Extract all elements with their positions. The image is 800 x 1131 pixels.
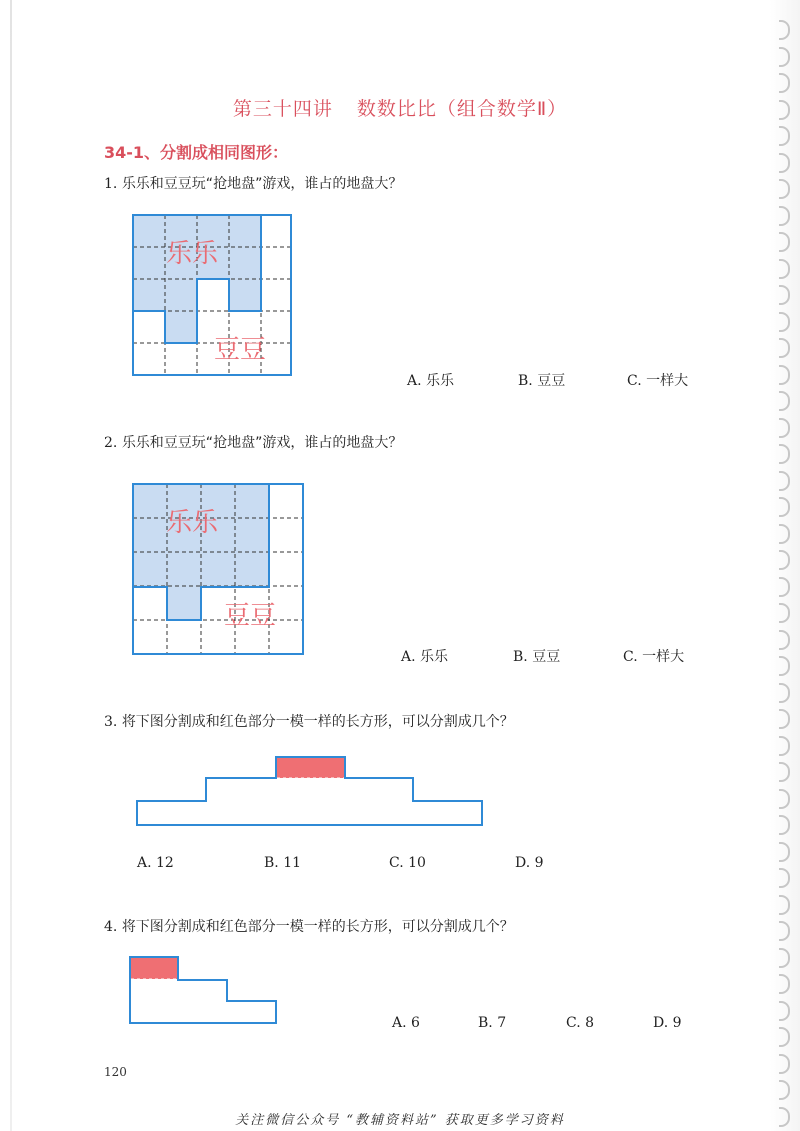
question-number: 4. <box>104 919 118 935</box>
lecture-number: 第三十四讲 <box>232 98 333 120</box>
q4-option-c[interactable]: C. 8 <box>566 1015 595 1031</box>
question-number: 2. <box>104 435 118 451</box>
q3-option-d[interactable]: D. 9 <box>515 855 544 871</box>
lecture-topic: 数数比比（组合数学Ⅱ） <box>356 98 568 120</box>
label-doudou: 豆豆 <box>214 335 267 365</box>
question-4 <box>104 916 514 936</box>
question-3 <box>104 711 514 731</box>
question-text: 将下图分割成和红色部分一模一样的长方形，可以分割成几个？ <box>121 919 514 935</box>
q1-option-c[interactable]: C. 一样大 <box>627 373 689 389</box>
q1-option-b[interactable]: B. 豆豆 <box>518 373 566 389</box>
q1-option-a[interactable]: A. 乐乐 <box>407 373 455 389</box>
question-text: 将下图分割成和红色部分一模一样的长方形，可以分割成几个？ <box>121 714 514 730</box>
question-number: 1. <box>104 176 118 192</box>
red-unit-rect-3 <box>277 758 344 778</box>
q4-option-b[interactable]: B. 7 <box>478 1015 507 1031</box>
q3-option-c[interactable]: C. 10 <box>389 855 426 871</box>
question-text: 乐乐和豆豆玩“抢地盘”游戏，谁占的地盘大？ <box>121 435 403 451</box>
section-heading: 34-1、分割成相同图形： <box>104 143 289 162</box>
q2-option-a[interactable]: A. 乐乐 <box>401 649 449 665</box>
question-2 <box>104 432 402 452</box>
label-lele: 乐乐 <box>166 239 219 269</box>
question-text: 乐乐和豆豆玩“抢地盘”游戏，谁占的地盘大？ <box>121 176 403 192</box>
label-doudou-2: 豆豆 <box>224 601 277 631</box>
q4-option-a[interactable]: A. 6 <box>392 1015 420 1031</box>
page-number: 120 <box>104 1065 127 1079</box>
question-number: 3. <box>104 714 118 730</box>
q2-option-c[interactable]: C. 一样大 <box>623 649 685 665</box>
q3-option-a[interactable]: A. 12 <box>137 855 174 871</box>
q3-option-b[interactable]: B. 11 <box>264 855 302 871</box>
footer-note: 关注微信公众号 “教辅资料站” 获取更多学习资料 <box>235 1113 565 1128</box>
q4-option-d[interactable]: D. 9 <box>653 1015 682 1031</box>
q2-option-b[interactable]: B. 豆豆 <box>513 649 561 665</box>
red-unit-rect-4 <box>131 958 177 979</box>
label-lele-2: 乐乐 <box>166 508 219 538</box>
